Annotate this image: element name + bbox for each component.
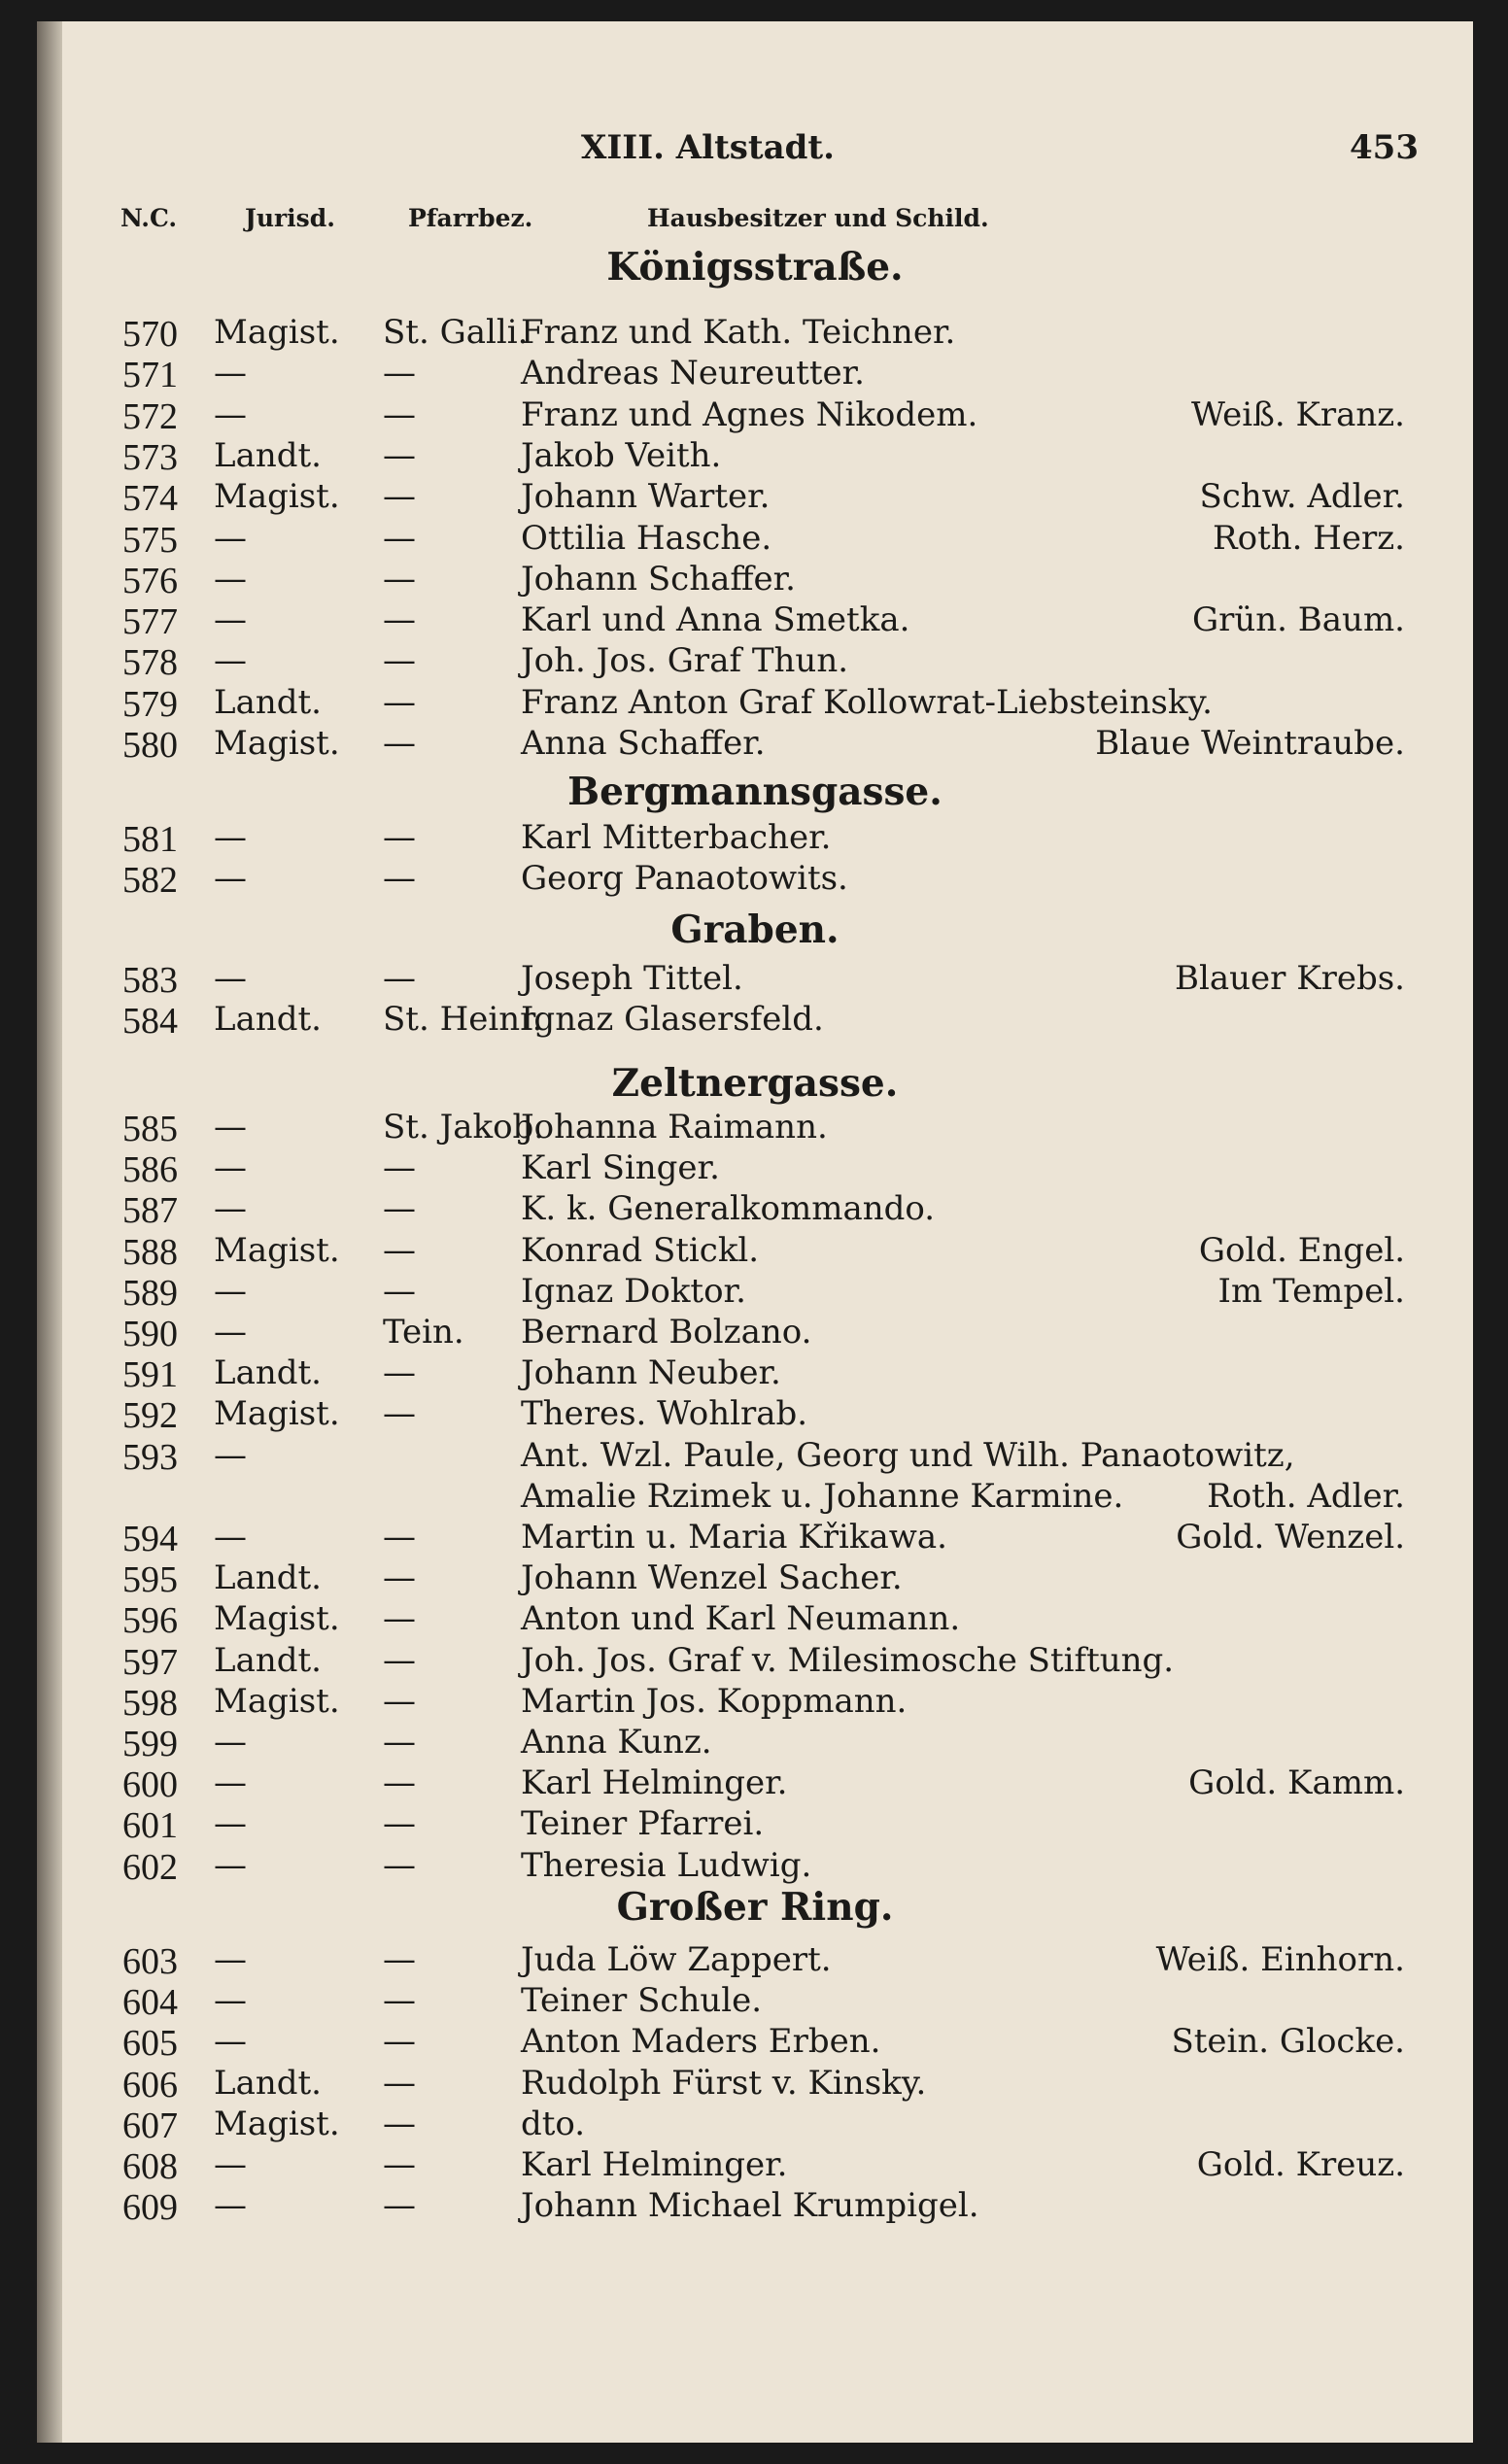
register-row [37, 1231, 1473, 1272]
register-row [37, 1641, 1473, 1682]
parish: — [383, 435, 416, 475]
house-number: 595 [122, 1559, 178, 1601]
house-number: 590 [122, 1314, 178, 1354]
house-number: 570 [122, 314, 178, 355]
jurisdiction: — [214, 559, 247, 599]
register-row [37, 1981, 1473, 2022]
house-number: 606 [122, 2064, 178, 2105]
parish: — [383, 1640, 416, 1680]
house-number: 588 [122, 1231, 178, 1273]
owner-name: Johann Schaffer. [521, 559, 796, 599]
owner-name: Johann Michael Krumpigel. [521, 2186, 979, 2226]
house-number: 586 [122, 1149, 178, 1191]
parish: — [383, 724, 416, 763]
house-number: 599 [122, 1724, 178, 1764]
parish: — [383, 600, 416, 640]
owner-name: Franz und Agnes Nikodem. [521, 394, 978, 434]
parish: — [383, 1723, 416, 1762]
jurisdiction: Magist. [214, 1599, 340, 1639]
jurisdiction: — [214, 600, 247, 640]
house-sign: Gold. Wenzel. [1176, 1518, 1405, 1557]
parish: — [383, 2186, 416, 2226]
house-number: 584 [122, 1001, 178, 1042]
house-number: 575 [122, 519, 178, 561]
parish: St. Heinr. [383, 1000, 543, 1039]
owner-name: Franz und Kath. Teichner. [521, 313, 956, 352]
owner-name: Karl Helminger. [521, 2145, 788, 2184]
column-header-pfarr: Pfarrbez. [408, 204, 533, 232]
house-number: 571 [122, 355, 178, 396]
register-row [37, 683, 1473, 724]
parish: — [383, 682, 416, 722]
parish: — [383, 394, 416, 434]
jurisdiction: Magist. [214, 1230, 340, 1270]
jurisdiction: Landt. [214, 1353, 322, 1393]
register-row [37, 1394, 1473, 1435]
register-row [37, 1436, 1473, 1477]
jurisdiction: — [214, 1148, 247, 1188]
jurisdiction: — [214, 859, 247, 898]
owner-name: Joh. Jos. Graf v. Milesimosche Stiftung. [521, 1640, 1175, 1680]
jurisdiction: — [214, 1763, 247, 1803]
house-number: 576 [122, 560, 178, 601]
house-number: 604 [122, 1982, 178, 2024]
parish: — [383, 1599, 416, 1639]
jurisdiction: Magist. [214, 477, 340, 517]
house-number: 592 [122, 1395, 178, 1437]
parish: — [383, 2022, 416, 2062]
parish: — [383, 2063, 416, 2103]
house-number: 574 [122, 478, 178, 520]
register-row [37, 959, 1473, 1000]
parish: — [383, 1518, 416, 1557]
register-row [37, 1804, 1473, 1845]
house-number: 607 [122, 2105, 178, 2146]
jurisdiction: — [214, 1940, 247, 1979]
register-row [37, 1189, 1473, 1230]
house-number: 582 [122, 860, 178, 901]
register-row [37, 519, 1473, 560]
owner-name: Ignaz Glasersfeld. [521, 1000, 824, 1039]
jurisdiction: — [214, 394, 247, 434]
parish: — [383, 559, 416, 599]
house-number: 579 [122, 683, 178, 725]
register-row [37, 313, 1473, 354]
jurisdiction: Magist. [214, 1681, 340, 1721]
jurisdiction: — [214, 2186, 247, 2226]
register-row [37, 724, 1473, 765]
jurisdiction: Landt. [214, 2063, 322, 2103]
parish: — [383, 1189, 416, 1229]
jurisdiction: Landt. [214, 682, 322, 722]
owner-name: K. k. Generalkommando. [521, 1189, 936, 1229]
register-row [37, 395, 1473, 436]
parish: — [383, 1845, 416, 1885]
house-number: 578 [122, 642, 178, 684]
house-number: 594 [122, 1519, 178, 1559]
parish: — [383, 959, 416, 998]
jurisdiction: — [214, 1313, 247, 1352]
house-number: 572 [122, 395, 178, 437]
column-header-owner: Hausbesitzer und Schild. [647, 204, 989, 232]
jurisdiction: — [214, 1804, 247, 1844]
street-heading: Zeltnergasse. [611, 1061, 899, 1106]
owner-name: Johanna Raimann. [521, 1108, 828, 1146]
parish: — [383, 1394, 416, 1434]
section-heading: XIII. Altstadt. [581, 128, 835, 167]
owner-name: Konrad Stickl. [521, 1230, 760, 1270]
owner-name: Juda Löw Zappert. [521, 1940, 832, 1979]
jurisdiction: — [214, 818, 247, 857]
owner-name: Anna Schaffer. [521, 724, 766, 763]
parish: St. Jakob. [383, 1108, 545, 1146]
house-number: 593 [122, 1436, 178, 1478]
owner-name: Teiner Schule. [521, 1981, 763, 2021]
jurisdiction: Landt. [214, 435, 322, 475]
parish: — [383, 1804, 416, 1844]
jurisdiction: — [214, 518, 247, 558]
parish: — [383, 1230, 416, 1270]
house-number: 603 [122, 1941, 178, 1982]
house-number: 609 [122, 2187, 178, 2229]
parish: — [383, 859, 416, 898]
owner-name: Andreas Neureutter. [521, 354, 865, 394]
jurisdiction: Landt. [214, 1640, 322, 1680]
house-sign: Roth. Herz. [1213, 518, 1405, 558]
house-number: 580 [122, 725, 178, 766]
parish: — [383, 477, 416, 517]
register-row [37, 560, 1473, 600]
house-number: 598 [122, 1682, 178, 1724]
parish: — [383, 818, 416, 857]
street-heading: Bergmannsgasse. [567, 770, 942, 814]
parish: — [383, 1763, 416, 1803]
column-header-jurisd: Jurisd. [245, 204, 335, 232]
register-row [37, 1272, 1473, 1313]
register-row [37, 2145, 1473, 2186]
owner-name: Karl und Anna Smetka. [521, 600, 910, 640]
house-sign: Weiß. Kranz. [1190, 394, 1405, 434]
house-sign: Im Tempel. [1217, 1271, 1405, 1311]
owner-name: Johann Warter. [521, 477, 771, 517]
owner-name: Karl Mitterbacher. [521, 818, 832, 857]
owner-name: Franz Anton Graf Kollowrat-Liebsteinsky. [521, 682, 1213, 722]
owner-name: Karl Helminger. [521, 1763, 788, 1803]
owner-name: Theresia Ludwig. [521, 1845, 812, 1885]
jurisdiction: — [214, 1981, 247, 2021]
owner-name: Georg Panaotowits. [521, 859, 848, 898]
jurisdiction: — [214, 1723, 247, 1762]
parish: — [383, 1940, 416, 1979]
register-row [37, 1148, 1473, 1189]
owner-name: Joseph Tittel. [521, 959, 743, 998]
house-number: 591 [122, 1354, 178, 1396]
jurisdiction: Magist. [214, 1394, 340, 1434]
register-row [37, 1518, 1473, 1558]
house-sign: Gold. Kamm. [1188, 1763, 1405, 1803]
parish: — [383, 1271, 416, 1311]
owner-name: Amalie Rzimek u. Johanne Karmine. [521, 1476, 1124, 1516]
column-header-nr: N.C. [120, 204, 178, 232]
parish: — [383, 2145, 416, 2184]
register-row [37, 1599, 1473, 1640]
house-number: 597 [122, 1641, 178, 1683]
register-row [37, 1763, 1473, 1804]
jurisdiction: — [214, 354, 247, 394]
owner-name: Joh. Jos. Graf Thun. [521, 641, 849, 681]
owner-name: Johann Wenzel Sacher. [521, 1558, 903, 1598]
jurisdiction: Magist. [214, 313, 340, 352]
parish: — [383, 1353, 416, 1393]
house-number: 583 [122, 960, 178, 1001]
register-row [37, 2186, 1473, 2227]
jurisdiction: — [214, 2145, 247, 2184]
register-row [37, 436, 1473, 477]
owner-name: Ant. Wzl. Paule, Georg und Wilh. Panaotowitz, [521, 1435, 1295, 1475]
register-row [37, 354, 1473, 394]
house-number: 600 [122, 1764, 178, 1806]
owner-name: Ignaz Doktor. [521, 1271, 746, 1311]
owner-name: Anna Kunz. [521, 1723, 712, 1762]
page-number: 453 [1350, 128, 1419, 167]
register-row [37, 2105, 1473, 2145]
parish: — [383, 1681, 416, 1721]
house-sign: Stein. Glocke. [1171, 2022, 1405, 2062]
house-number: 577 [122, 601, 178, 643]
jurisdiction: Magist. [214, 724, 340, 763]
owner-name: Bernard Bolzano. [521, 1313, 812, 1352]
jurisdiction: — [214, 2022, 247, 2062]
jurisdiction: — [214, 1518, 247, 1557]
register-row [37, 1477, 1473, 1518]
register-row [37, 641, 1473, 682]
register-row [37, 818, 1473, 859]
register-row [37, 1682, 1473, 1723]
register-row [37, 1000, 1473, 1041]
register-row [37, 477, 1473, 518]
house-number: 605 [122, 2023, 178, 2065]
house-number: 589 [122, 1272, 178, 1314]
house-number: 602 [122, 1846, 178, 1888]
owner-name: Martin u. Maria Křikawa. [521, 1518, 947, 1557]
owner-name: Anton Maders Erben. [521, 2022, 881, 2062]
parish: — [383, 1558, 416, 1598]
house-number: 601 [122, 1805, 178, 1847]
jurisdiction: — [214, 1435, 247, 1475]
house-sign: Weiß. Einhorn. [1155, 1940, 1405, 1979]
register-row [37, 1846, 1473, 1887]
owner-name: Martin Jos. Koppmann. [521, 1681, 908, 1721]
house-sign: Blaue Weintraube. [1095, 724, 1405, 763]
house-sign: Blauer Krebs. [1174, 959, 1405, 998]
house-sign: Gold. Kreuz. [1196, 2145, 1405, 2184]
street-heading: Großer Ring. [616, 1885, 894, 1930]
parish: — [383, 518, 416, 558]
owner-name: Ottilia Hasche. [521, 518, 772, 558]
house-number: 573 [122, 436, 178, 478]
jurisdiction: — [214, 1189, 247, 1229]
parish: Tein. [383, 1313, 464, 1352]
register-row [37, 1313, 1473, 1353]
house-sign: Roth. Adler. [1207, 1476, 1405, 1516]
owner-name: Teiner Pfarrei. [521, 1804, 765, 1844]
register-row [37, 1353, 1473, 1394]
jurisdiction: — [214, 1845, 247, 1885]
house-number: 608 [122, 2146, 178, 2187]
owner-name: Theres. Wohlrab. [521, 1394, 808, 1434]
house-number: 585 [122, 1109, 178, 1149]
house-number: 587 [122, 1190, 178, 1232]
owner-name: Jakob Veith. [521, 435, 722, 475]
house-sign: Grün. Baum. [1191, 600, 1405, 640]
book-page [37, 21, 1473, 2443]
owner-name: Karl Singer. [521, 1148, 720, 1188]
jurisdiction: — [214, 1108, 247, 1146]
parish: — [383, 1148, 416, 1188]
register-row [37, 859, 1473, 900]
jurisdiction: — [214, 641, 247, 681]
owner-name: Johann Neuber. [521, 1353, 781, 1393]
jurisdiction: — [214, 1271, 247, 1311]
register-row [37, 1108, 1473, 1148]
parish: — [383, 1981, 416, 2021]
parish: — [383, 354, 416, 394]
register-row [37, 1558, 1473, 1599]
register-row [37, 1723, 1473, 1763]
house-sign: Gold. Engel. [1198, 1230, 1405, 1270]
register-row [37, 1940, 1473, 1981]
register-row [37, 600, 1473, 641]
parish: — [383, 2104, 416, 2143]
register-row [37, 2022, 1473, 2063]
parish: — [383, 641, 416, 681]
street-heading: Graben. [670, 907, 840, 952]
register-row [37, 2064, 1473, 2105]
jurisdiction: Magist. [214, 2104, 340, 2143]
house-number: 596 [122, 1600, 178, 1642]
jurisdiction: Landt. [214, 1000, 322, 1039]
house-number: 581 [122, 819, 178, 860]
house-sign: Schw. Adler. [1199, 477, 1405, 517]
jurisdiction: Landt. [214, 1558, 322, 1598]
parish: St. Galli. [383, 313, 529, 352]
owner-name: dto. [521, 2104, 586, 2143]
jurisdiction: — [214, 959, 247, 998]
owner-name: Rudolph Fürst v. Kinsky. [521, 2063, 927, 2103]
street-heading: Königsstraße. [606, 245, 904, 290]
owner-name: Anton und Karl Neumann. [521, 1599, 961, 1639]
